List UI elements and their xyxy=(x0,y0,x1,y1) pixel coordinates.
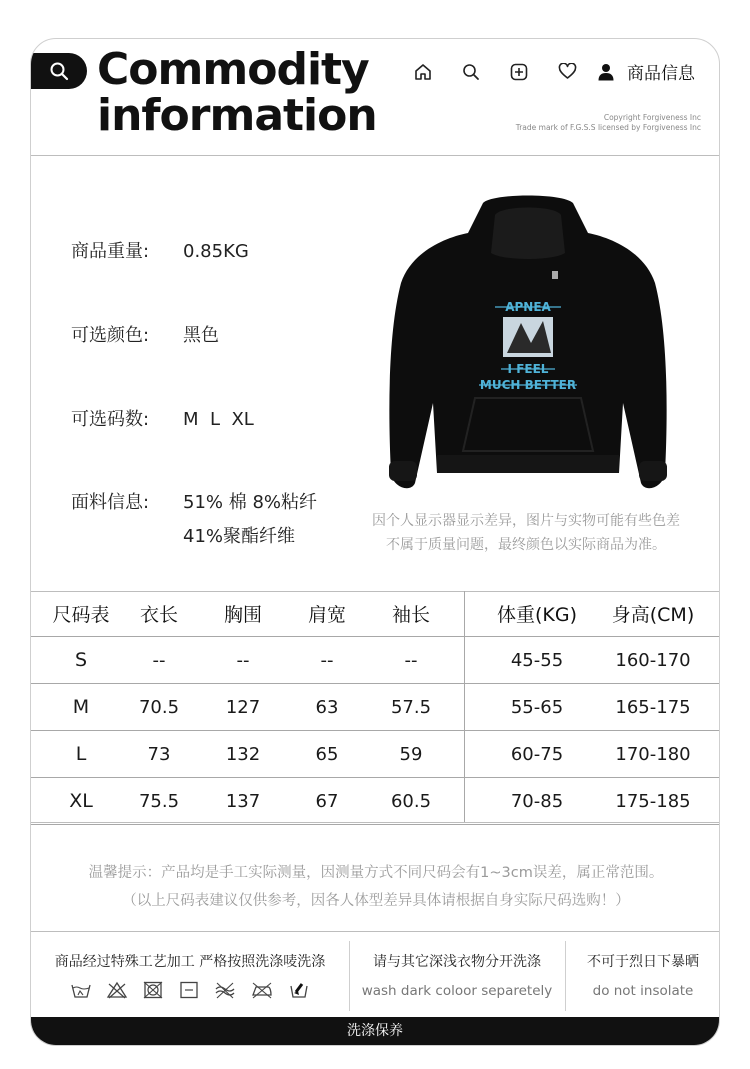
table-cell: 59 xyxy=(399,743,423,765)
no-iron-icon xyxy=(250,981,274,999)
table-row xyxy=(31,778,720,825)
spec-label: 可选码数: xyxy=(71,409,150,430)
care-title: 请与其它深浅衣物分开洗涤 xyxy=(373,954,541,970)
search-button[interactable] xyxy=(31,53,87,89)
table-cell: 57.5 xyxy=(390,696,432,718)
table-cell: 55-65 xyxy=(510,696,564,718)
table-cell: 67 xyxy=(315,790,339,812)
size-label-cell: M xyxy=(72,696,90,718)
no-wring-icon xyxy=(214,981,236,999)
page-title-line2: information xyxy=(97,90,377,141)
care-title: 商品经过特殊工艺加工 严格按照洗涤唛洗涤 xyxy=(54,954,326,970)
top-nav xyxy=(399,59,695,84)
heart-icon[interactable] xyxy=(543,60,591,84)
print-line-2: I FEEL xyxy=(507,362,549,376)
product-hoodie-image xyxy=(383,193,673,503)
no-bleach-icon xyxy=(106,981,128,999)
home-icon[interactable] xyxy=(399,60,447,84)
tips-divider xyxy=(31,931,719,932)
table-cell: 70.5 xyxy=(138,696,180,718)
header-cell: 肩宽 xyxy=(307,604,346,626)
print-line-1: APNEA xyxy=(505,300,551,314)
spec-value: M L XL xyxy=(183,409,254,430)
table-cell: 60.5 xyxy=(390,790,432,812)
spec-label: 商品重量: xyxy=(71,241,150,262)
header-cell: 尺码表 xyxy=(52,604,110,626)
spec-label: 面料信息: xyxy=(71,492,150,513)
disclaimer-line1: 因个人显示器显示差异，图片与实物可能有些色差 xyxy=(372,513,680,529)
disclaimer-line2: 不属于质量问题，最终颜色以实际商品为准。 xyxy=(386,537,666,553)
no-sun-note xyxy=(565,951,720,1027)
tip-line2: （以上尺码表建议仅供参考，因各人体型差异具体请根据自身实际尺码选购！） xyxy=(122,893,630,909)
no-tumble-dry-icon xyxy=(142,981,164,999)
size-table xyxy=(31,591,720,825)
add-square-icon[interactable] xyxy=(495,60,543,84)
care-subtitle: wash dark coloor separetely xyxy=(361,983,553,999)
header-cell: 衣长 xyxy=(139,604,178,626)
search-icon[interactable] xyxy=(447,60,495,84)
size-label-cell: XL xyxy=(69,790,93,812)
header-cell: 袖长 xyxy=(391,604,430,626)
table-cell: 165-175 xyxy=(615,696,691,718)
search-icon xyxy=(49,61,69,81)
table-cell: 127 xyxy=(225,696,261,718)
table-cell: -- xyxy=(404,649,418,671)
table-row xyxy=(31,637,720,684)
table-cell: 75.5 xyxy=(138,790,180,812)
care-title: 不可于烈日下暴晒 xyxy=(587,954,699,970)
table-cell: 70-85 xyxy=(510,790,564,812)
spec-fabric xyxy=(71,488,317,548)
size-label-cell: L xyxy=(75,743,87,765)
table-cell: 175-185 xyxy=(615,790,691,812)
spec-value: 黑色 xyxy=(183,325,219,346)
table-column-divider xyxy=(464,591,465,822)
table-cell: -- xyxy=(152,649,166,671)
care-subtitle: do not insolate xyxy=(592,983,694,999)
care-icons xyxy=(31,981,349,999)
spec-color xyxy=(71,321,219,347)
table-cell: 63 xyxy=(315,696,339,718)
color-disclaimer xyxy=(341,509,711,557)
line-dry-icon xyxy=(178,981,200,999)
care-instructions xyxy=(31,951,349,1027)
dry-clean-icon xyxy=(288,981,310,999)
table-cell: 170-180 xyxy=(615,743,691,765)
table-cell: 65 xyxy=(315,743,339,765)
print-line-3: MUCH BETTER xyxy=(479,378,577,392)
tip-line1: 温馨提示：产品均是手工实际测量，因测量方式不同尺码会有1~3cm误差，属正常范围。 xyxy=(88,865,664,881)
table-header-row xyxy=(31,591,720,637)
measurement-tip xyxy=(31,859,720,915)
header-cell: 身高(CM) xyxy=(611,604,695,626)
table-cell: 160-170 xyxy=(615,649,691,671)
spec-value-2: 41%聚酯纤维 xyxy=(183,526,296,547)
wash-separately-note xyxy=(349,951,565,1027)
page-title-line1: Commodity xyxy=(97,44,369,95)
spec-sizes xyxy=(71,405,254,431)
table-cell: 45-55 xyxy=(510,649,564,671)
table-cell: -- xyxy=(236,649,250,671)
table-bottom-border xyxy=(31,822,719,823)
spec-value: 51% 棉 8%粘纤 xyxy=(183,492,318,513)
copyright-notice xyxy=(516,113,701,133)
copyright-line1: Copyright Forgiveness Inc xyxy=(603,113,701,122)
header-divider xyxy=(31,155,719,156)
header-cell: 体重(KG) xyxy=(496,604,577,626)
table-row xyxy=(31,731,720,778)
spec-weight xyxy=(71,237,249,263)
header-cell: 胸围 xyxy=(223,604,262,626)
copyright-line2: Trade mark of F.G.S.S licensed by Forgiveness Inc xyxy=(515,123,701,132)
product-info-card xyxy=(30,38,720,1046)
care-footer-bar: 洗涤保养 xyxy=(31,1017,719,1045)
size-label-cell: S xyxy=(74,649,88,671)
table-cell: -- xyxy=(320,649,334,671)
page-title xyxy=(97,44,377,141)
hand-wash-icon xyxy=(70,981,92,999)
spec-label: 可选颜色: xyxy=(71,325,150,346)
table-cell: 137 xyxy=(225,790,261,812)
table-cell: 73 xyxy=(147,743,171,765)
user-icon[interactable] xyxy=(591,60,621,84)
table-cell: 132 xyxy=(225,743,261,765)
table-cell: 60-75 xyxy=(510,743,564,765)
spec-value: 0.85KG xyxy=(183,241,249,262)
user-menu-label[interactable]: 商品信息 xyxy=(627,64,695,84)
table-row xyxy=(31,684,720,731)
